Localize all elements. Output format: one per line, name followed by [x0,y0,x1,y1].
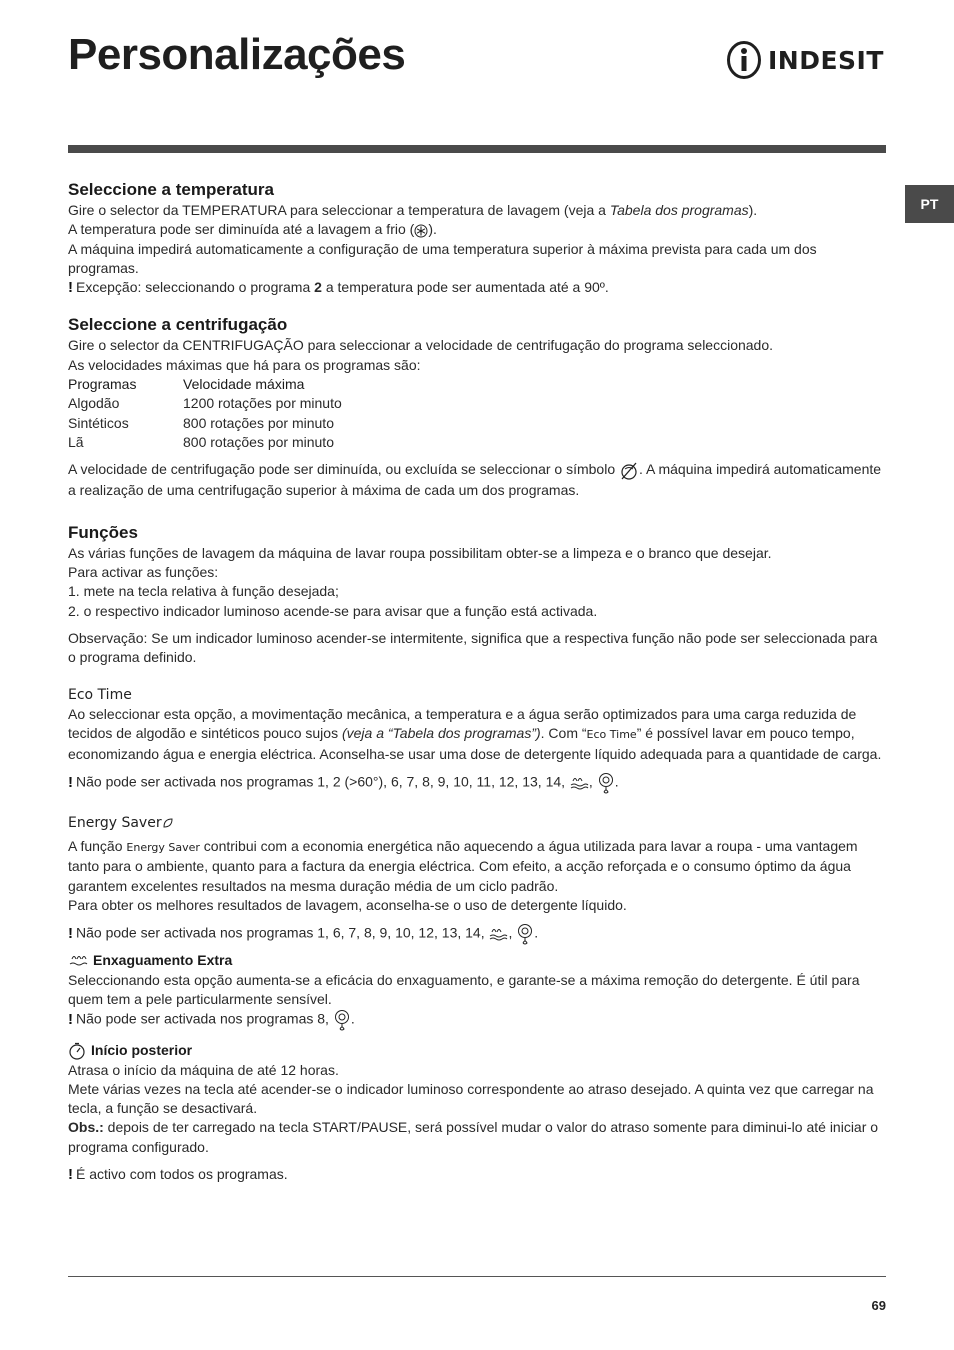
language-tab: PT [905,185,954,223]
spin-paragraph-3 [68,460,886,500]
text: Não pode ser activada nos programas 8, [76,1010,333,1027]
wool-drain-icon [597,772,615,794]
table-cell: 800 rotações por minuto [183,414,334,431]
spin-speed-table [68,375,342,452]
functions-paragraph-1: As várias funções de lavagem da máquina de lavar roupa possibilitam obter-se a limpeza e o branco que desejar. [68,544,772,561]
extrarinse-warning [68,1009,886,1031]
extrarinse-heading-text: Enxaguamento Extra [93,952,233,969]
warning-mark: ! [68,1165,73,1183]
extrarinse-heading [68,951,886,970]
delay-heading-text: Início posterior [91,1042,193,1059]
ecotime-paragraph [68,705,886,764]
period: . [614,773,619,790]
ecotime-inline-label: Eco Time [586,728,637,742]
delay-warning [68,1165,886,1184]
main-content [68,180,886,1184]
table-cell: 800 rotações por minuto [183,433,334,450]
hand-wash-icon [488,926,508,942]
column-header: Velocidade máxima [183,376,305,393]
column-header: Programas [68,376,137,393]
warning-mark: ! [68,1010,73,1028]
section-heading-temperature: Seleccione a temperatura [68,180,274,199]
hand-wash-icon [569,775,589,791]
section-heading-spin: Seleccione a centrifugação [68,315,288,335]
warning-mark: ! [68,279,73,297]
table-cell: Algodão [68,395,120,412]
section-heading-functions: Funções [68,522,138,542]
functions-paragraph-2: Para activar as funções: [68,564,219,581]
temperature-paragraph-2 [68,220,886,239]
text: . Com “ [540,725,587,742]
energysaver-paragraph-1 [68,837,886,896]
text: Excepção: seleccionando o programa [76,279,315,296]
text: A temperatura pode ser diminuída até a lavagem a frio ( [68,221,415,238]
energysaver-paragraph-2: Para obter os melhores resultados de lavagem, aconselha-se o uso de detergente líquido. [68,897,627,914]
text: A velocidade de centrifugação pode ser diminuída, ou excluída se seleccionar o símbolo [68,461,620,478]
table-header-row [68,375,342,394]
spin-paragraph-2: As velocidades máximas que há para os programas são: [68,356,421,373]
ecotime-warning [68,772,886,794]
comma: , [588,773,597,790]
table-reference: (veja a “Tabela dos programas”) [341,725,541,742]
timer-icon [68,1042,86,1060]
functions-step-1: 1. mete na tecla relativa à função desejada; [68,583,339,600]
warning-mark: ! [68,773,73,791]
period: . [534,925,539,942]
note-label: Obs.: [68,1119,104,1136]
energysaver-label-text: Energy Saver [68,814,162,831]
temperature-warning [68,278,886,297]
cold-wash-icon [414,224,428,238]
text: Não pode ser activada nos programas 1, 2 (>60°), 6, 7, 8, 9, 10, 11, 12, 13, 14, [76,773,569,790]
warning-mark: ! [68,925,73,943]
brand-wordmark: INDESIT [768,45,884,75]
delay-heading [68,1041,886,1060]
table-row [68,394,342,413]
text: ). [748,202,758,218]
text: Gire o selector da TEMPERATURA para seleccionar a temperatura de lavagem (veja a [68,202,610,218]
table-cell: Lã [68,433,84,450]
table-row [68,414,342,433]
extra-rinse-icon [68,953,88,969]
wool-drain-icon [516,923,534,945]
functions-note: Observação: Se um indicador luminoso acender-se intermitente, significa que a respectiva função não pode ser seleccionada para o programa definido. [68,630,878,666]
functions-step-2: 2. o respectivo indicador luminoso acende-se para avisar que a função está activada. [68,602,598,619]
spin-paragraph-1: Gire o selector da CENTRIFUGAÇÃO para seleccionar a velocidade de centrifugação do programa seleccionado. [68,337,774,354]
temperature-paragraph-3: A máquina impedirá automaticamente a configuração de uma temperatura superior à máxima prevista para cada um dos programas. [68,240,817,276]
leaf-icon [162,817,174,829]
text: . A máquina impedirá automaticamente a realização de uma centrifugação superior à máxima de cada um dos programas. [68,461,882,498]
delay-paragraph-1: Atrasa o início da máquina de até 12 horas. [68,1061,339,1078]
no-spin-icon [619,461,639,481]
text: ). [428,221,437,238]
period: . [350,1010,355,1027]
delay-paragraph-2: Mete várias vezes na tecla até acender-se o indicador luminoso correspondente ao atraso desejado. A quinta vez que carregar na tecla, a função se desactivará. [68,1080,874,1117]
text: É activo com todos os programas. [76,1165,288,1182]
energysaver-inline-label: Energy Saver [126,841,200,855]
ecotime-label: Eco Time [68,686,132,703]
energysaver-warning [68,923,886,945]
delay-note [68,1118,886,1157]
text: contribui com a economia energética não aquecendo a água utilizada para lavar a roupa - uma vantagem tanto para o ambiente, quanto para a factura da energia eléctrica. Com efeito, a acção reforçada e o consumo óptimo da água garantem excelentes resultados na mesma duração média de um ciclo padrão. [68,838,858,894]
program-number: 2 [314,279,322,296]
text: depois de ter carregado na tecla START/PAUSE, será possível mudar o valor do atraso somente para diminui-lo até iniciar o programa configurado. [68,1119,879,1155]
table-cell: Sintéticos [68,414,129,431]
extrarinse-paragraph: Seleccionando esta opção aumenta-se a eficácia do enxaguamento, e garante-se a máxima remoção do detergente. É útil para quem tem a pele particularmente sensível. [68,971,860,1007]
page-title: Personalizações [68,30,406,79]
table-row [68,433,342,452]
header-rule [68,145,886,153]
table-reference: Tabela dos programas [609,202,749,218]
wool-drain-icon [333,1009,351,1031]
temperature-paragraph-1 [68,201,886,220]
text: ” é possível lavar em pouco tempo, economizando água e energia eléctrica. Aconselha-se usar uma dose de detergente líquido adequada para a quantidade de carga. [68,725,882,762]
footer-rule [68,1276,886,1277]
indesit-logo [726,40,884,80]
text: Não pode ser activada nos programas 1, 6, 7, 8, 9, 10, 12, 13, 14, [76,925,489,942]
text: Ao seleccionar esta opção, a movimentação mecânica, a temperatura e a água serão optimizados para uma carga reduzida de tecidos de algodão e sintéticos pouco sujos [68,705,857,742]
text: A função [68,838,127,855]
table-cell: 1200 rotações por minuto [183,395,342,412]
text: a temperatura pode ser aumentada até a 90º. [321,279,609,296]
comma: , [508,925,517,942]
page-number: 69 [871,1298,886,1313]
energysaver-label [68,814,886,833]
indesit-logo-mark-icon [726,40,762,80]
